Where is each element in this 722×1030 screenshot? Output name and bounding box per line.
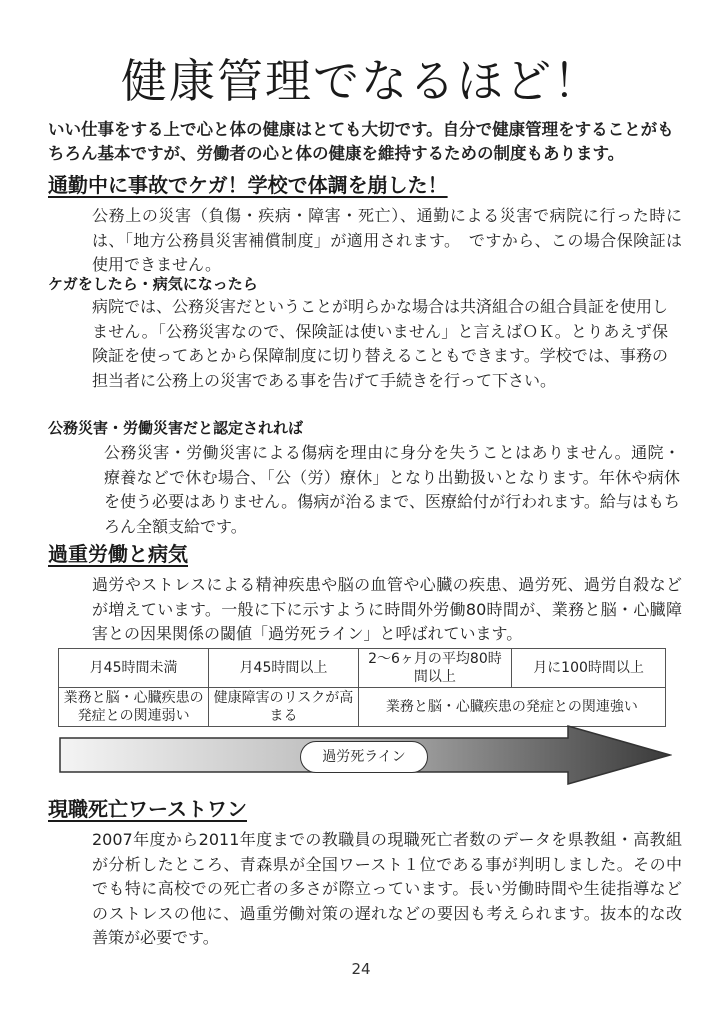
paragraph-hospital-procedure: 病院では、公務災害だということが明らかな場合は共済組合の組合員証を使用しません。「公務災害なので、保険証は使いません」と言えばＯＫ。とりあえず保険証を使ってあとから保障制度に切り替えることもできます。学校では、事務の担当者に公務上の災害である事を告げて手続きを行って下さい。 <box>92 297 669 390</box>
table-row <box>59 649 666 688</box>
subheading-injury-illness: ケガをしたら・病気になったら <box>48 275 258 293</box>
table-cell: 月45時間以上 <box>209 649 359 688</box>
subheading-recognition: 公務災害・労働災害だと認定されれば <box>48 419 304 437</box>
table-cell: 健康障害のリスクが高まる <box>209 688 359 727</box>
page-number: 24 <box>351 960 371 978</box>
table-cell: 2～6ヶ月の平均80時間以上 <box>358 649 511 688</box>
karoshi-line-label: 過労死ライン <box>300 741 428 773</box>
section-heading-commute-accident: 通勤中に事故でケガ！学校で体調を崩した！ <box>48 173 448 197</box>
table-cell: 月45時間未満 <box>59 649 209 688</box>
section-paragraph-public-duty-disaster: 公務上の災害（負傷・疾病・障害・死亡）、通勤による災害で病院に行った時には、「地方公務員災害補償制度」が適用されます。 ですから、この場合保険証は使用できません。 <box>92 206 682 274</box>
paragraph-death-statistics: 2007年度から2011年度までの教職員の現職死亡者数のデータを県教組・高教組が分析したところ、青森県が全国ワースト１位である事が判明しました。その中でも特に高校での死亡者の多さが際立っています。長い労働時間や生徒指導などのストレスの他に、過重労働対策の遅れなどの要因も考えられます。抜本的な改善策が必要です。 <box>92 830 682 947</box>
page-title: 健康管理でなるほど！ <box>121 54 601 108</box>
table-cell: 業務と脳・心臓疾患の発症との関連弱い <box>59 688 209 727</box>
paragraph-recognition-benefits: 公務災害・労働災害による傷病を理由に身分を失うことはありません。通院・療養などで休む場合、「公（労）療休」となり出勤扱いとなります。年休や病休を使う必要はありません。傷病が治るまで、医療給付が行われます。給与はもちろん全額支給です。 <box>104 443 680 536</box>
table-cell: 月に100時間以上 <box>512 649 666 688</box>
intro-text: いい仕事をする上で心と体の健康はとても大切です。自分で健康管理をすることがもちろん基本ですが、労働者の心と体の健康を維持するための制度もあります。 <box>48 120 674 163</box>
section-heading-death-in-service: 現職死亡ワーストワン <box>48 797 247 821</box>
section-heading-overwork: 過重労働と病気 <box>48 542 188 566</box>
overtime-risk-table <box>58 648 666 727</box>
paragraph-overwork: 過労やストレスによる精神疾患や脳の血管や心臓の疾患、過労死、過労自殺などが増えています。一般に下に示すように時間外労働80時間が、業務と脳・心臓障害との因果関係の閾値「過労死ライン」と呼ばれています。 <box>92 575 682 643</box>
table-cell: 業務と脳・心臓疾患の発症との関連強い <box>358 688 665 727</box>
table-row <box>59 688 666 727</box>
